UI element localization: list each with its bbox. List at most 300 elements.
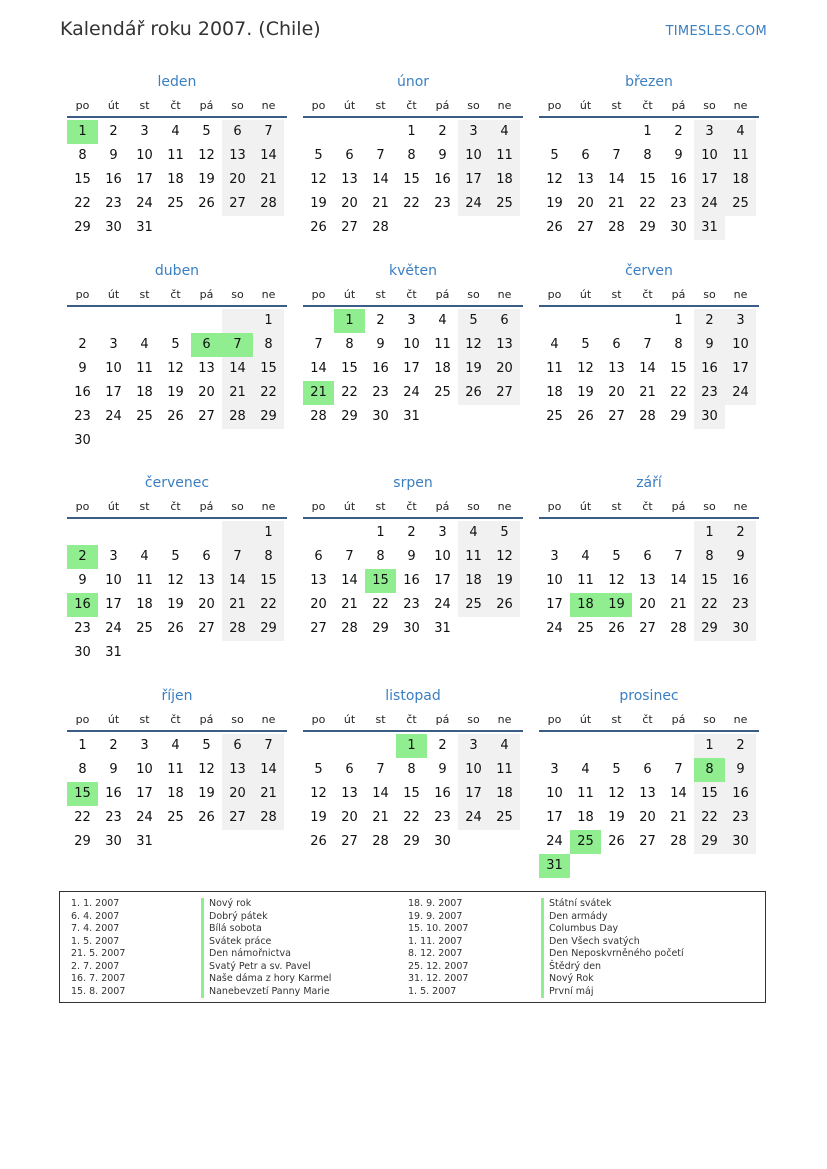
- day-cell: 16: [74, 385, 91, 400]
- weekday-label: st: [611, 288, 622, 301]
- empty-cell: [632, 734, 663, 758]
- weekday-label: ne: [261, 713, 276, 726]
- day-cell: 31: [539, 854, 570, 878]
- day-cell: 25: [489, 192, 520, 216]
- month-6: [67, 473, 287, 665]
- weekday-label: po: [311, 288, 326, 301]
- days-grid: [539, 120, 759, 240]
- empty-cell: [222, 309, 253, 333]
- day-cell: 5: [612, 762, 621, 777]
- weekday-label: po: [547, 288, 562, 301]
- day-cell: 26: [608, 834, 625, 849]
- day-cell: 28: [222, 617, 253, 641]
- weekday-label: pá: [199, 99, 214, 112]
- day-cell: 25: [458, 593, 489, 617]
- day-cell: 14: [670, 573, 687, 588]
- day-cell: 1: [253, 521, 284, 545]
- day-cell: 22: [694, 593, 725, 617]
- day-cell: 20: [310, 597, 327, 612]
- day-cell: 11: [489, 758, 520, 782]
- legend-dates-column-1: [71, 898, 125, 998]
- day-cell: 10: [694, 144, 725, 168]
- day-cell: 29: [403, 834, 420, 849]
- holiday-date: 18. 9. 2007: [408, 898, 463, 909]
- day-cell: 7: [674, 762, 683, 777]
- day-cell: 9: [725, 758, 756, 782]
- day-cell: 28: [253, 806, 284, 830]
- day-cell: 27: [341, 834, 358, 849]
- day-cell: 26: [608, 621, 625, 636]
- day-cell: 19: [608, 810, 625, 825]
- legend-dates-column-2: [408, 898, 468, 998]
- day-cell: 27: [222, 806, 253, 830]
- day-cell: 31: [105, 645, 122, 660]
- day-cell: 21: [670, 810, 687, 825]
- day-cell: 31: [136, 220, 153, 235]
- day-cell: 1: [78, 738, 87, 753]
- weekday-label: po: [75, 99, 90, 112]
- weekday-header: [539, 497, 759, 519]
- weekday-label: st: [375, 99, 386, 112]
- day-cell: 8: [643, 148, 652, 163]
- day-cell: 4: [489, 120, 520, 144]
- day-cell: 16: [670, 172, 687, 187]
- month-11: [539, 686, 759, 878]
- day-cell: 11: [725, 144, 756, 168]
- weekday-label: st: [375, 288, 386, 301]
- day-cell: 19: [167, 385, 184, 400]
- weekday-label: čt: [170, 99, 181, 112]
- day-cell: 12: [167, 573, 184, 588]
- days-grid: [539, 734, 759, 878]
- weekday-label: ne: [261, 288, 276, 301]
- weekday-label: pá: [671, 713, 686, 726]
- day-cell: 29: [253, 405, 284, 429]
- weekday-label: čt: [406, 500, 417, 513]
- day-cell: 12: [608, 786, 625, 801]
- day-cell: 6: [345, 148, 354, 163]
- days-grid: [67, 309, 287, 453]
- day-cell: 18: [489, 782, 520, 806]
- day-cell: 4: [140, 549, 149, 564]
- day-cell: 6: [202, 549, 211, 564]
- day-cell: 14: [372, 172, 389, 187]
- day-cell: 6: [222, 734, 253, 758]
- holiday-date: 31. 12. 2007: [408, 973, 469, 984]
- weekday-label: po: [547, 99, 562, 112]
- day-cell: 12: [608, 573, 625, 588]
- day-cell: 7: [674, 549, 683, 564]
- day-cell: 30: [434, 834, 451, 849]
- day-cell: 3: [694, 120, 725, 144]
- weekday-label: čt: [642, 713, 653, 726]
- month-10: [303, 686, 523, 854]
- weekday-label: so: [467, 500, 480, 513]
- day-cell: 29: [341, 409, 358, 424]
- day-cell: 7: [612, 148, 621, 163]
- weekday-label: so: [231, 99, 244, 112]
- weekday-label: so: [467, 713, 480, 726]
- weekday-label: po: [311, 713, 326, 726]
- day-cell: 23: [105, 810, 122, 825]
- day-cell: 27: [198, 409, 215, 424]
- day-cell: 12: [546, 172, 563, 187]
- day-cell: 8: [694, 545, 725, 569]
- day-cell: 24: [105, 409, 122, 424]
- day-cell: 24: [105, 621, 122, 636]
- holiday-date: 1. 11. 2007: [408, 935, 463, 947]
- day-cell: 8: [694, 758, 725, 782]
- day-cell: 29: [372, 621, 389, 636]
- empty-cell: [570, 309, 601, 333]
- day-cell: 1: [253, 309, 284, 333]
- weekday-label: čt: [642, 99, 653, 112]
- day-cell: 17: [458, 782, 489, 806]
- day-cell: 3: [109, 549, 118, 564]
- day-cell: 6: [643, 762, 652, 777]
- days-grid: [539, 521, 759, 641]
- day-cell: 22: [372, 597, 389, 612]
- day-cell: 25: [434, 385, 451, 400]
- day-cell: 2: [109, 124, 118, 139]
- weekday-label: so: [703, 713, 716, 726]
- day-cell: 3: [140, 124, 149, 139]
- empty-cell: [160, 309, 191, 333]
- day-cell: 20: [198, 385, 215, 400]
- day-cell: 17: [105, 597, 122, 612]
- holiday-date: 19. 9. 2007: [408, 910, 463, 922]
- day-cell: 26: [489, 593, 520, 617]
- day-cell: 25: [136, 409, 153, 424]
- empty-cell: [601, 734, 632, 758]
- weekday-label: ne: [497, 99, 512, 112]
- month-9: [67, 686, 287, 854]
- day-cell: 7: [314, 337, 323, 352]
- day-cell: 14: [341, 573, 358, 588]
- day-cell: 26: [458, 381, 489, 405]
- empty-cell: [663, 734, 694, 758]
- weekday-label: ne: [261, 500, 276, 513]
- day-cell: 25: [546, 409, 563, 424]
- empty-cell: [67, 309, 98, 333]
- day-cell: 30: [105, 220, 122, 235]
- day-cell: 14: [222, 357, 253, 381]
- day-cell: 15: [74, 172, 91, 187]
- weekday-label: čt: [406, 713, 417, 726]
- day-cell: 2: [438, 738, 447, 753]
- day-cell: 13: [341, 172, 358, 187]
- day-cell: 18: [136, 597, 153, 612]
- day-cell: 4: [438, 313, 447, 328]
- day-cell: 6: [345, 762, 354, 777]
- day-cell: 17: [136, 786, 153, 801]
- day-cell: 9: [694, 333, 725, 357]
- day-cell: 28: [341, 621, 358, 636]
- day-cell: 14: [608, 172, 625, 187]
- day-cell: 4: [581, 762, 590, 777]
- day-cell: 31: [434, 621, 451, 636]
- holiday-name: Svatý Petr a sv. Pavel: [201, 961, 331, 974]
- empty-cell: [539, 734, 570, 758]
- day-cell: 6: [581, 148, 590, 163]
- day-cell: 17: [434, 573, 451, 588]
- empty-cell: [365, 734, 396, 758]
- weekday-label: pá: [435, 713, 450, 726]
- day-cell: 11: [136, 573, 153, 588]
- day-cell: 22: [74, 196, 91, 211]
- day-cell: 22: [694, 806, 725, 830]
- day-cell: 21: [303, 381, 334, 405]
- day-cell: 18: [489, 168, 520, 192]
- day-cell: 16: [67, 593, 98, 617]
- day-cell: 19: [489, 569, 520, 593]
- day-cell: 10: [458, 144, 489, 168]
- day-cell: 24: [546, 621, 563, 636]
- month-1: [303, 72, 523, 240]
- day-cell: 10: [725, 333, 756, 357]
- day-cell: 27: [341, 220, 358, 235]
- day-cell: 10: [546, 786, 563, 801]
- day-cell: 19: [198, 786, 215, 801]
- day-cell: 11: [167, 148, 184, 163]
- day-cell: 27: [198, 621, 215, 636]
- day-cell: 15: [67, 782, 98, 806]
- day-cell: 15: [694, 569, 725, 593]
- day-cell: 19: [577, 385, 594, 400]
- weekday-label: pá: [435, 288, 450, 301]
- day-cell: 21: [253, 168, 284, 192]
- day-cell: 2: [725, 521, 756, 545]
- day-cell: 6: [314, 549, 323, 564]
- day-cell: 27: [577, 220, 594, 235]
- holiday-name: Columbus Day: [541, 923, 684, 936]
- weekday-label: út: [107, 500, 120, 513]
- day-cell: 10: [546, 573, 563, 588]
- weekday-header: [67, 710, 287, 732]
- day-cell: 3: [550, 762, 559, 777]
- weekday-label: st: [139, 500, 150, 513]
- day-cell: 1: [674, 313, 683, 328]
- day-cell: 24: [546, 834, 563, 849]
- day-cell: 20: [639, 810, 656, 825]
- day-cell: 12: [310, 786, 327, 801]
- day-cell: 29: [694, 617, 725, 641]
- day-cell: 17: [546, 810, 563, 825]
- day-cell: 12: [198, 762, 215, 777]
- day-cell: 31: [694, 216, 725, 240]
- weekday-label: út: [579, 99, 592, 112]
- empty-cell: [539, 521, 570, 545]
- day-cell: 24: [434, 597, 451, 612]
- day-cell: 20: [489, 357, 520, 381]
- day-cell: 11: [546, 361, 563, 376]
- weekday-label: út: [107, 713, 120, 726]
- weekday-header: [67, 497, 287, 519]
- day-cell: 6: [643, 549, 652, 564]
- empty-cell: [129, 521, 160, 545]
- empty-cell: [365, 120, 396, 144]
- holiday-name: Štědrý den: [541, 961, 684, 974]
- day-cell: 3: [458, 734, 489, 758]
- empty-cell: [191, 521, 222, 545]
- weekday-label: út: [343, 713, 356, 726]
- empty-cell: [303, 521, 334, 545]
- month-0: [67, 72, 287, 240]
- day-cell: 14: [222, 569, 253, 593]
- day-cell: 20: [639, 597, 656, 612]
- days-grid: [67, 734, 287, 854]
- weekday-label: čt: [642, 500, 653, 513]
- empty-cell: [601, 521, 632, 545]
- weekday-label: pá: [671, 288, 686, 301]
- day-cell: 13: [310, 573, 327, 588]
- day-cell: 13: [608, 361, 625, 376]
- day-cell: 15: [253, 357, 284, 381]
- empty-cell: [303, 309, 334, 333]
- day-cell: 16: [403, 573, 420, 588]
- day-cell: 13: [222, 144, 253, 168]
- day-cell: 26: [167, 621, 184, 636]
- day-cell: 18: [570, 593, 601, 617]
- day-cell: 8: [78, 762, 87, 777]
- day-cell: 26: [198, 810, 215, 825]
- day-cell: 13: [198, 573, 215, 588]
- day-cell: 12: [458, 333, 489, 357]
- day-cell: 22: [639, 196, 656, 211]
- day-cell: 20: [341, 196, 358, 211]
- weekday-label: ne: [497, 500, 512, 513]
- weekday-label: pá: [199, 713, 214, 726]
- day-cell: 26: [198, 196, 215, 211]
- days-grid: [303, 120, 523, 240]
- day-cell: 9: [78, 361, 87, 376]
- day-cell: 30: [694, 405, 725, 429]
- day-cell: 13: [222, 758, 253, 782]
- empty-cell: [191, 309, 222, 333]
- holiday-date: 21. 5. 2007: [71, 948, 126, 959]
- day-cell: 28: [372, 834, 389, 849]
- day-cell: 5: [489, 521, 520, 545]
- day-cell: 1: [396, 734, 427, 758]
- day-cell: 20: [608, 385, 625, 400]
- day-cell: 5: [171, 337, 180, 352]
- weekday-label: út: [579, 500, 592, 513]
- day-cell: 17: [725, 357, 756, 381]
- day-cell: 2: [109, 738, 118, 753]
- day-cell: 5: [458, 309, 489, 333]
- month-name: červenec: [144, 475, 210, 491]
- empty-cell: [539, 120, 570, 144]
- weekday-label: pá: [435, 99, 450, 112]
- weekday-label: čt: [406, 288, 417, 301]
- day-cell: 15: [365, 569, 396, 593]
- day-cell: 11: [458, 545, 489, 569]
- day-cell: 27: [222, 192, 253, 216]
- holiday-name: Bílá sobota: [201, 923, 331, 936]
- holiday-name: Nový rok: [201, 898, 331, 911]
- weekday-label: ne: [733, 713, 748, 726]
- day-cell: 21: [608, 196, 625, 211]
- day-cell: 23: [74, 621, 91, 636]
- weekday-label: pá: [671, 99, 686, 112]
- days-grid: [67, 521, 287, 665]
- month-name: září: [636, 475, 662, 491]
- day-cell: 12: [310, 172, 327, 187]
- day-cell: 28: [372, 220, 389, 235]
- day-cell: 16: [694, 357, 725, 381]
- day-cell: 10: [403, 337, 420, 352]
- holiday-name: Nový Rok: [541, 973, 684, 986]
- weekday-label: so: [703, 288, 716, 301]
- weekday-header: [539, 285, 759, 307]
- day-cell: 1: [407, 124, 416, 139]
- empty-cell: [129, 309, 160, 333]
- day-cell: 30: [725, 617, 756, 641]
- weekday-header: [539, 96, 759, 118]
- day-cell: 4: [171, 124, 180, 139]
- day-cell: 2: [407, 525, 416, 540]
- day-cell: 12: [198, 148, 215, 163]
- day-cell: 23: [694, 381, 725, 405]
- day-cell: 5: [202, 738, 211, 753]
- day-cell: 11: [136, 361, 153, 376]
- day-cell: 17: [546, 597, 563, 612]
- day-cell: 17: [136, 172, 153, 187]
- day-cell: 21: [372, 196, 389, 211]
- day-cell: 25: [167, 810, 184, 825]
- day-cell: 9: [438, 762, 447, 777]
- day-cell: 9: [725, 545, 756, 569]
- day-cell: 5: [314, 762, 323, 777]
- holiday-date: 15. 10. 2007: [408, 923, 469, 934]
- holiday-date: 15. 8. 2007: [71, 985, 126, 997]
- month-3: [67, 261, 287, 453]
- month-name: říjen: [161, 688, 193, 704]
- legend-names-column-2: [541, 898, 684, 998]
- holiday-date: 8. 12. 2007: [408, 948, 463, 959]
- weekday-label: po: [311, 99, 326, 112]
- day-cell: 1: [376, 525, 385, 540]
- weekday-label: po: [547, 713, 562, 726]
- day-cell: 2: [438, 124, 447, 139]
- day-cell: 8: [407, 148, 416, 163]
- day-cell: 22: [74, 810, 91, 825]
- weekday-label: út: [343, 99, 356, 112]
- month-name: leden: [157, 74, 197, 90]
- brand-link[interactable]: TIMESLES.COM: [665, 24, 767, 39]
- empty-cell: [334, 120, 365, 144]
- day-cell: 18: [167, 786, 184, 801]
- weekday-label: ne: [497, 288, 512, 301]
- day-cell: 8: [376, 549, 385, 564]
- day-cell: 9: [109, 762, 118, 777]
- day-cell: 21: [639, 385, 656, 400]
- day-cell: 5: [612, 549, 621, 564]
- day-cell: 7: [222, 545, 253, 569]
- holiday-name: Den armády: [541, 911, 684, 924]
- day-cell: 21: [222, 593, 253, 617]
- day-cell: 9: [376, 337, 385, 352]
- day-cell: 28: [310, 409, 327, 424]
- weekday-label: st: [611, 500, 622, 513]
- day-cell: 8: [253, 545, 284, 569]
- weekday-label: čt: [170, 713, 181, 726]
- day-cell: 26: [577, 409, 594, 424]
- month-name: listopad: [385, 688, 441, 704]
- holiday-name: Den námořnictva: [201, 948, 331, 961]
- day-cell: 30: [74, 433, 91, 448]
- day-cell: 30: [670, 220, 687, 235]
